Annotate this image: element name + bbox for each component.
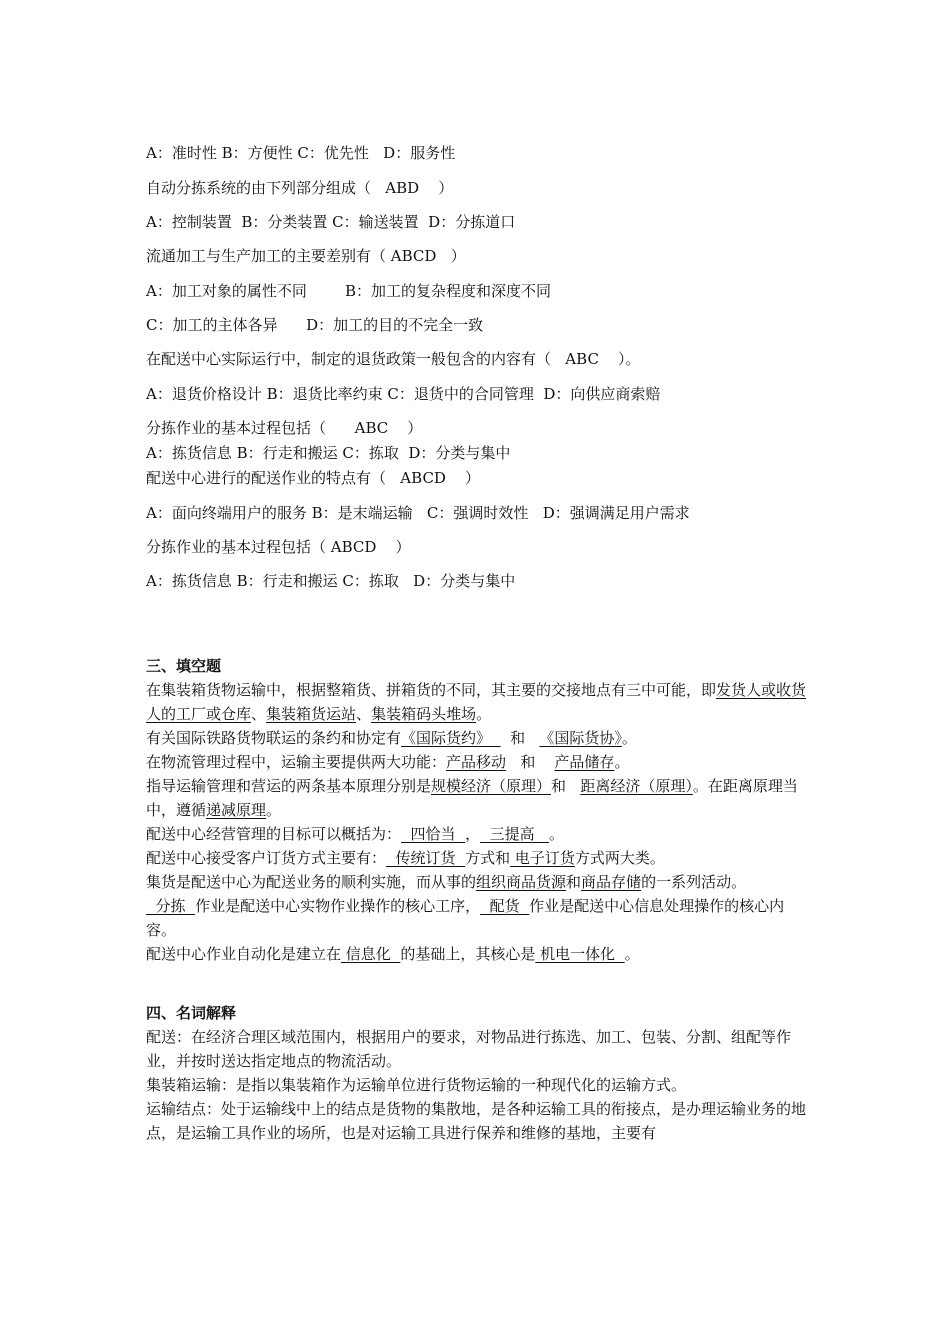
answer-blank: 分拣 bbox=[146, 897, 196, 915]
mc-line: A：拣货信息 B：行走和搬运 C：拣取 D：分类与集中 bbox=[146, 572, 516, 590]
question-text: 和 bbox=[506, 753, 555, 771]
mc-line: A：面向终端用户的服务 B：是末端运输 C：强调时效性 D：强调满足用户需求 bbox=[146, 504, 690, 522]
answer-blank: 集装箱货运站 bbox=[266, 705, 357, 723]
question-text: 。 bbox=[614, 753, 630, 771]
question-text: 方式两大类。 bbox=[574, 849, 665, 867]
answer-blank: 规模经济（原理） bbox=[431, 777, 552, 795]
question-text: 指导运输管理和营运的两条基本原理分别是 bbox=[146, 777, 432, 795]
term-definition: 运输结点：处于运输线中上的结点是货物的集散地，是各种运输工具的衔接点，是办理运输业务的地点，是运输工具作业的场所，也是对运输工具进行保养和维修的基地，主要有 bbox=[146, 1100, 807, 1142]
mc-line: 流通加工与生产加工的主要差别有（ ABCD ） bbox=[146, 247, 466, 265]
fill-question-7 bbox=[146, 870, 810, 894]
question-text: 作业是配送中心信息处理操作的核心内容。 bbox=[146, 897, 785, 939]
question-text: 。 bbox=[548, 825, 564, 843]
question-text: 。 bbox=[476, 705, 492, 723]
fill-question-2 bbox=[146, 726, 810, 750]
answer-blank: 三提高 bbox=[480, 825, 549, 843]
answer-blank: 产品储存 bbox=[554, 753, 615, 771]
fill-question-9 bbox=[146, 942, 810, 966]
question-text: 、 bbox=[356, 705, 372, 723]
mc-line: A：加工对象的属性不同 B：加工的复杂程度和深度不同 bbox=[146, 282, 552, 300]
question-text: 在集装箱货物运输中，根据整箱货、拼箱货的不同，其主要的交接地点有三中可能，即 bbox=[146, 681, 717, 699]
question-text: 。 bbox=[624, 945, 640, 963]
question-text: 的一系列活动。 bbox=[641, 873, 747, 891]
term-definition: 集装箱运输：是指以集装箱作为运输单位进行货物运输的一种现代化的运输方式。 bbox=[146, 1076, 687, 1094]
mc-line: 在配送中心实际运行中，制定的退货政策一般包含的内容有（ ABC ）。 bbox=[146, 350, 641, 368]
mc-line: 分拣作业的基本过程包括（ ABC ） bbox=[146, 419, 423, 437]
answer-blank: 《国际货约》 bbox=[401, 729, 501, 747]
mc-line: A：拣货信息 B：行走和搬运 C：拣取 D：分类与集中 bbox=[146, 444, 511, 462]
question-text: 的基础上，其核心是 bbox=[400, 945, 536, 963]
fill-in-section bbox=[146, 654, 810, 966]
terms-section bbox=[146, 1001, 810, 1145]
answer-blank: 配货 bbox=[480, 897, 530, 915]
answer-blank: 《国际货协》 bbox=[539, 729, 622, 747]
answer-blank: 四恰当 bbox=[401, 825, 466, 843]
question-text: 。 bbox=[621, 729, 637, 747]
term-definition: 配送：在经济合理区域范围内，根据用户的要求，对物品进行拣选、加工、包装、分割、组配等作业，并按时送达指定地点的物流活动。 bbox=[146, 1028, 792, 1070]
answer-blank: 组织商品货源 bbox=[476, 873, 567, 891]
question-text: 集货是配送中心为配送业务的顺利实施，而从事的 bbox=[146, 873, 477, 891]
mc-line: 自动分拣系统的由下列部分组成（ ABD ） bbox=[146, 179, 454, 197]
answer-blank: 电子订货 bbox=[510, 849, 575, 867]
mc-line: C：加工的主体各异 D：加工的目的不完全一致 bbox=[146, 316, 484, 334]
mc-line: 分拣作业的基本过程包括（ ABCD ） bbox=[146, 538, 411, 556]
answer-blank: 距离经济（原理） bbox=[580, 777, 693, 795]
fill-question-1 bbox=[146, 678, 810, 726]
question-text: ， bbox=[465, 825, 481, 843]
answer-blank: 机电一体化 bbox=[535, 945, 625, 963]
fill-question-4 bbox=[146, 774, 810, 822]
answer-blank: 递减原理 bbox=[206, 801, 267, 819]
question-text: 有关国际铁路货物联运的条约和协定有 bbox=[146, 729, 402, 747]
answer-blank: 传统订货 bbox=[386, 849, 466, 867]
answer-blank: 产品移动 bbox=[446, 753, 507, 771]
question-text: 、 bbox=[251, 705, 267, 723]
question-text: 和 bbox=[500, 729, 540, 747]
answer-blank: 信息化 bbox=[341, 945, 401, 963]
question-text: 在物流管理过程中，运输主要提供两大功能： bbox=[146, 753, 447, 771]
fill-question-8 bbox=[146, 894, 810, 942]
question-text: 。 bbox=[266, 801, 282, 819]
question-text: 作业是配送中心实物作业操作的核心工序， bbox=[195, 897, 481, 915]
question-text: 配送中心经营管理的目标可以概括为： bbox=[146, 825, 402, 843]
answer-blank: 发货人或收货人的工厂或仓库 bbox=[146, 681, 807, 723]
mc-line: A：控制装置 B：分类装置 C：输送装置 D：分拣道口 bbox=[146, 213, 516, 231]
mc-line: 配送中心进行的配送作业的特点有（ ABCD ） bbox=[146, 469, 481, 487]
question-text: 。在距离原理当中，遵循 bbox=[146, 777, 798, 819]
question-text: 配送中心接受客户订货方式主要有： bbox=[146, 849, 387, 867]
section-heading: 三、填空题 bbox=[146, 657, 222, 675]
mc-line: A：准时性 B：方便性 C：优先性 D：服务性 bbox=[146, 144, 456, 162]
section-heading: 四、名词解释 bbox=[146, 1004, 237, 1022]
answer-blank: 商品存储 bbox=[581, 873, 642, 891]
question-text: 配送中心作业自动化是建立在 bbox=[146, 945, 342, 963]
mc-line: A：退货价格设计 B：退货比率约束 C：退货中的合同管理 D：向供应商索赔 bbox=[146, 385, 661, 403]
fill-question-6 bbox=[146, 846, 810, 870]
question-text: 和 bbox=[551, 777, 581, 795]
answer-blank: 集装箱码头堆场 bbox=[371, 705, 477, 723]
question-text: 和 bbox=[566, 873, 582, 891]
fill-question-5 bbox=[146, 822, 810, 846]
question-text: 方式和 bbox=[465, 849, 511, 867]
fill-question-3 bbox=[146, 750, 810, 774]
